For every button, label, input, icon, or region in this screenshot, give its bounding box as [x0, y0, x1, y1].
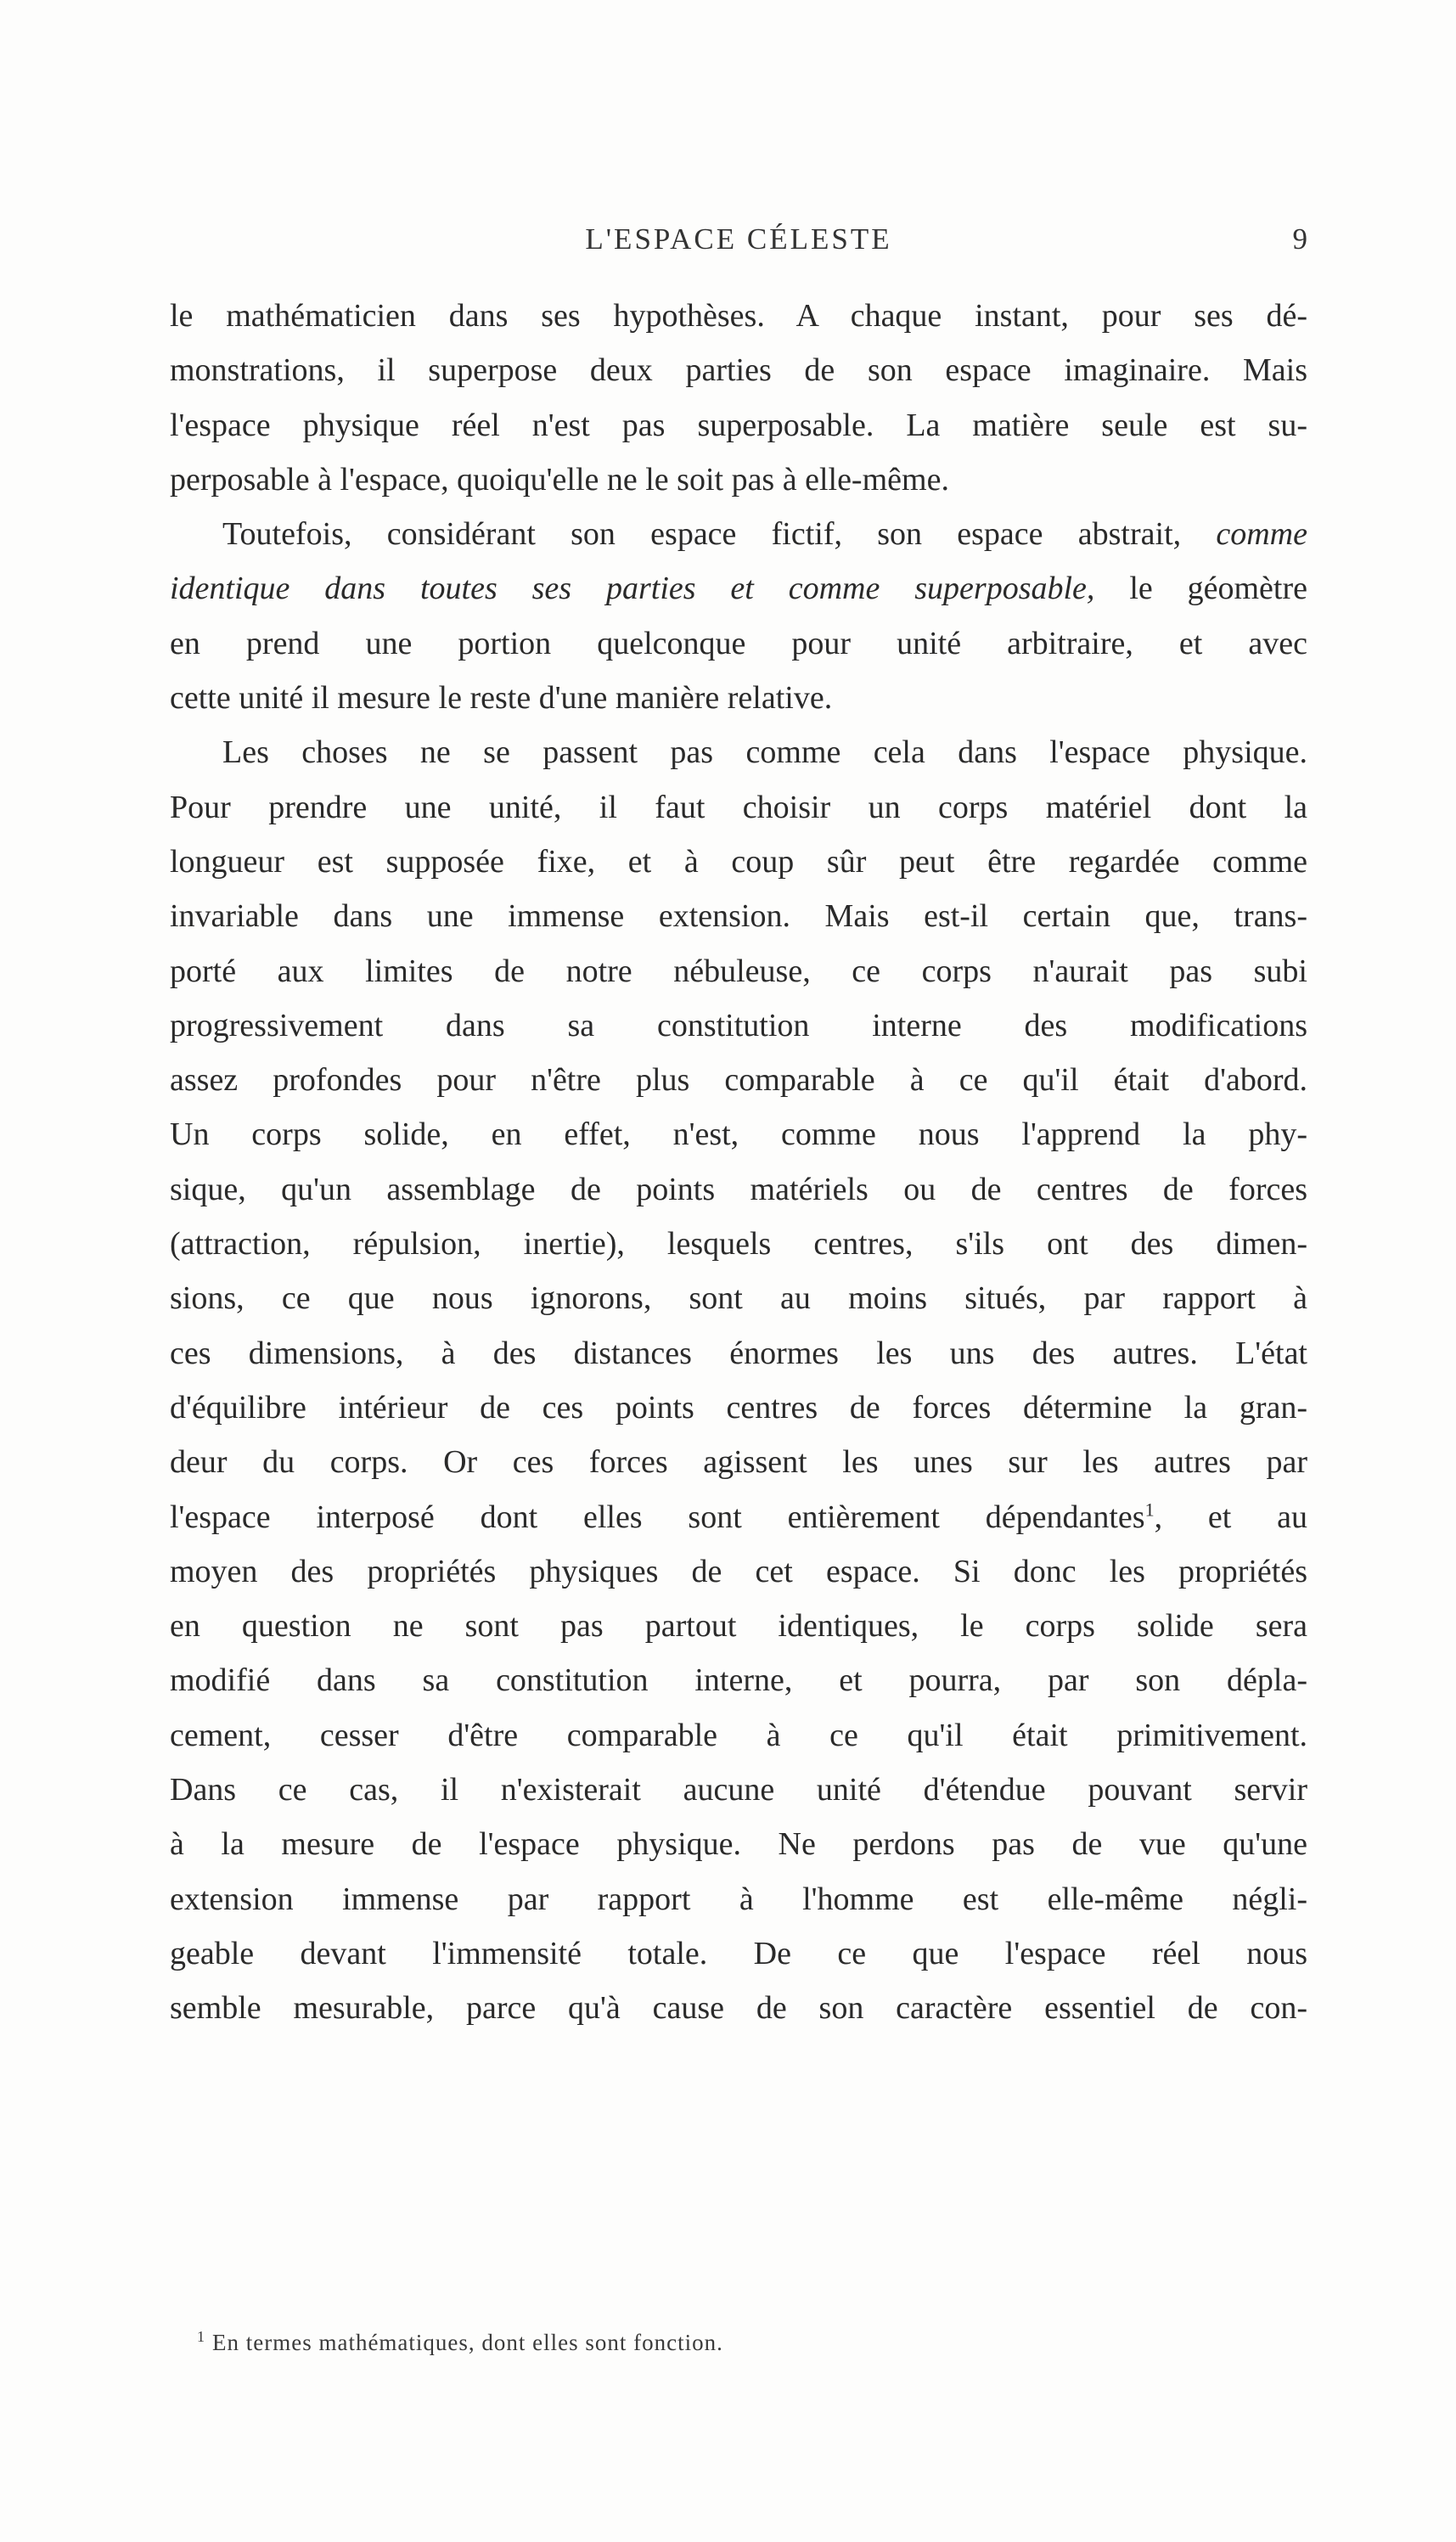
text-line [170, 561, 1307, 616]
text-line: le mathématicien dans ses hypothèses. A chaque instant, pour ses dé- [170, 298, 1307, 334]
text-line: cement, cesser d'être comparable à ce qu'il était primitivement. [170, 1717, 1307, 1753]
footnote-marker: 1 [197, 2328, 205, 2345]
text-line: en question ne sont pas partout identiques, le corps solide sera [170, 1608, 1307, 1645]
text-segment: , et au [1154, 1499, 1307, 1535]
italic-phrase: comme [1216, 516, 1307, 553]
text-line: semble mesurable, parce qu'à cause de son caractère essentiel de con- [170, 1990, 1307, 2027]
footnote-reference: 1 [1144, 1498, 1155, 1520]
text-segment: le géomètre [1129, 571, 1307, 607]
text-line [170, 1490, 1307, 1544]
text-line: monstrations, il superpose deux parties de son espace imaginaire. Mais [170, 352, 1307, 389]
text-line: en prend une portion quelconque pour unité arbitraire, et avec [170, 625, 1307, 661]
body-text [170, 289, 1307, 2036]
text-line: ces dimensions, à des distances énormes les uns des autres. L'état [170, 1335, 1307, 1371]
text-line: d'équilibre intérieur de ces points centres de forces détermine la gran- [170, 1389, 1307, 1426]
text-line: assez profondes pour n'être plus comparable à ce qu'il était d'abord. [170, 1062, 1307, 1099]
text-line: deur du corps. Or ces forces agissent les unes sur les autres par [170, 1444, 1307, 1481]
text-line: modifié dans sa constitution interne, et pourra, par son dépla- [170, 1662, 1307, 1699]
italic-phrase: identique dans toutes ses parties et comme superposable, [170, 571, 1095, 607]
text-line: Pour prendre une unité, il faut choisir un corps matériel dont la [170, 789, 1307, 825]
text-line: (attraction, répulsion, inertie), lesquels centres, s'ils ont des dimen- [170, 1226, 1307, 1263]
text-line [170, 507, 1307, 561]
text-line: l'espace physique réel n'est pas superposable. La matière seule est su- [170, 407, 1307, 443]
page-number: 9 [1292, 222, 1307, 256]
text-line: extension immense par rapport à l'homme est elle-même négli- [170, 1881, 1307, 1917]
running-head [170, 222, 1307, 265]
footnote-text: En termes mathématiques, dont elles sont fonction. [212, 2330, 723, 2355]
text-line: cette unité il mesure le reste d'une manière relative. [170, 680, 833, 717]
text-line: geable devant l'immensité totale. De ce que l'espace réel nous [170, 1935, 1307, 1971]
text-line: Les choses ne se passent pas comme cela dans l'espace physique. [222, 734, 1307, 771]
text-line: sions, ce que nous ignorons, sont au moins situés, par rapport à [170, 1280, 1307, 1317]
running-title: L'ESPACE CÉLESTE [585, 222, 892, 256]
text-line: porté aux limites de notre nébuleuse, ce corps n'aurait pas subi [170, 953, 1307, 989]
text-line: perposable à l'espace, quoiqu'elle ne le soit pas à elle-même. [170, 461, 949, 498]
text-line: progressivement dans sa constitution interne des modifications [170, 1007, 1307, 1043]
footnote [197, 2328, 723, 2356]
text-line: Un corps solide, en effet, n'est, comme nous l'apprend la phy- [170, 1116, 1307, 1153]
text-line: à la mesure de l'espace physique. Ne perdons pas de vue qu'une [170, 1826, 1307, 1863]
text-line: Dans ce cas, il n'existerait aucune unité d'étendue pouvant servir [170, 1772, 1307, 1808]
text-line: longueur est supposée fixe, et à coup sûr peut être regardée comme [170, 843, 1307, 880]
text-segment: Toutefois, considérant son espace fictif, son espace abstrait, [222, 516, 1182, 553]
text-line: invariable dans une immense extension. Mais est-il certain que, trans- [170, 898, 1307, 935]
text-segment: l'espace interposé dont elles sont entièrement dépendantes [170, 1499, 1145, 1535]
text-line: sique, qu'un assemblage de points matériels ou de centres de forces [170, 1171, 1307, 1207]
text-line: moyen des propriétés physiques de cet espace. Si donc les propriétés [170, 1553, 1307, 1589]
